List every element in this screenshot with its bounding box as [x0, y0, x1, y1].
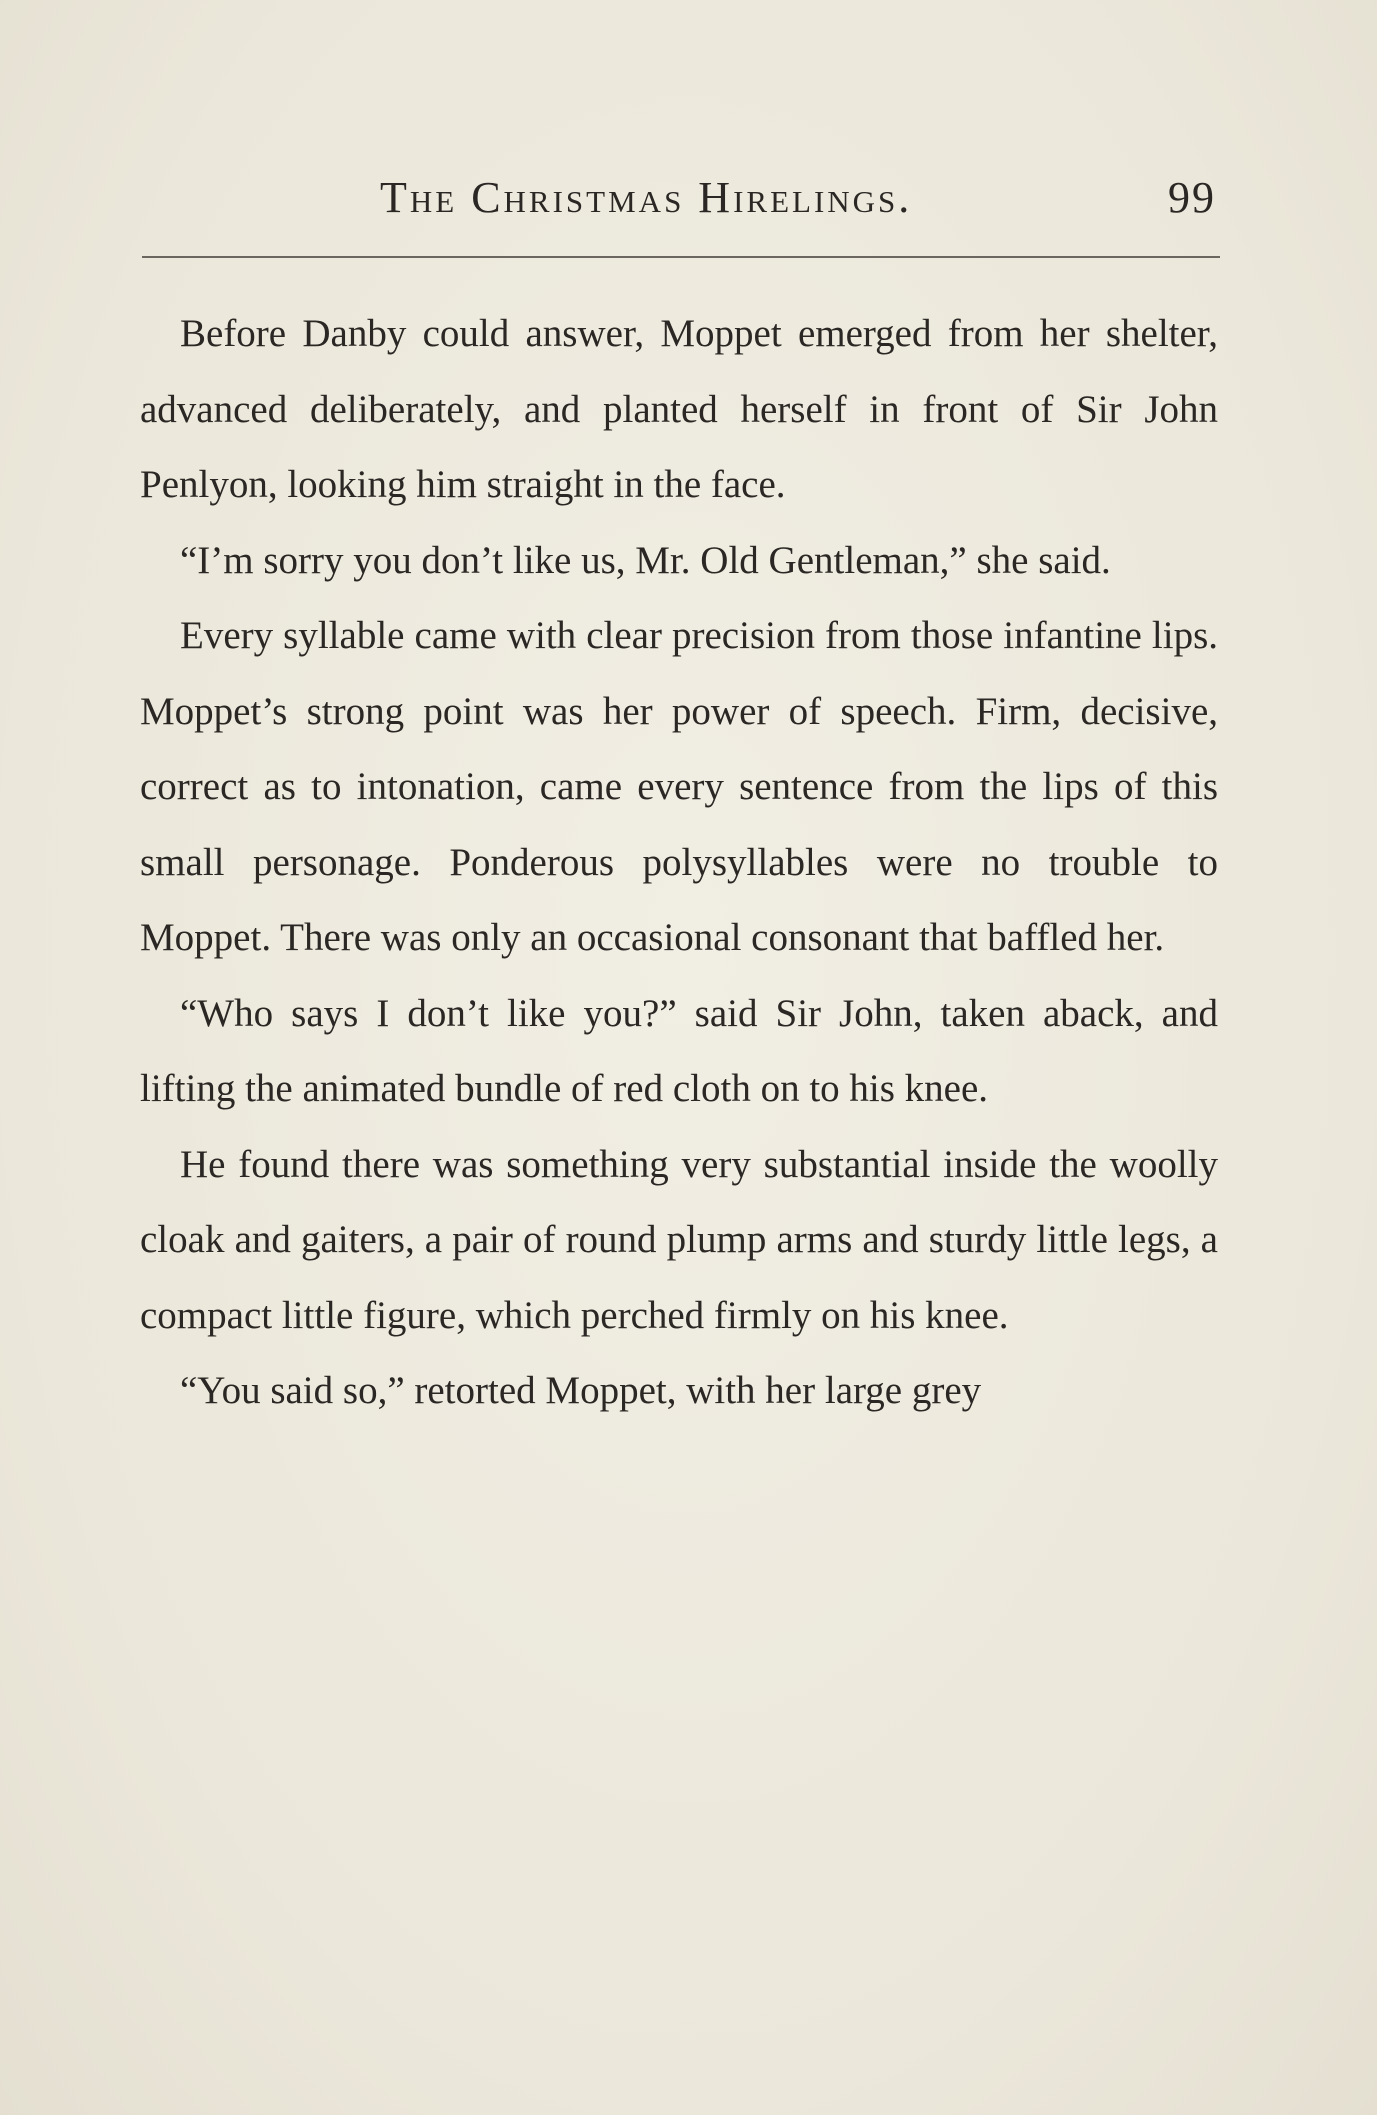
page-number: 99 [1168, 173, 1216, 222]
running-head [140, 172, 1220, 232]
paragraph: Before Danby could answer, Moppet emerged from her shelter, advanced deliberately, and planted herself in front of Sir John Penlyon, looking him straight in the face. [140, 312, 1218, 506]
body-text [140, 296, 1218, 1429]
paragraph: He found there was something very substantial inside the woolly cloak and gaiters, a pair of round plump arms and sturdy little legs, a compact little figure, which perched firmly on his knee. [140, 1142, 1218, 1337]
paragraph: Every syllable came with clear precision from those infantine lips. Moppet’s strong point was her power of speech. Firm, decisive, correct as to intonation, came every sentence from the lips of this small personage. Ponderous polysyllables were no trouble to Moppet. There was only an occasional consonant that baffled her. [140, 614, 1218, 959]
header-rule [142, 256, 1220, 258]
paragraph: “You said so,” retorted Moppet, with her large grey [180, 1369, 982, 1412]
paragraph: “I’m sorry you don’t like us, Mr. Old Gentleman,” she said. [180, 538, 1111, 582]
running-title: The Christmas Hirelings. [380, 173, 913, 222]
paragraph: “Who says I don’t like you?” said Sir John, taken aback, and lifting the animated bundle of red cloth on to his knee. [140, 991, 1218, 1110]
